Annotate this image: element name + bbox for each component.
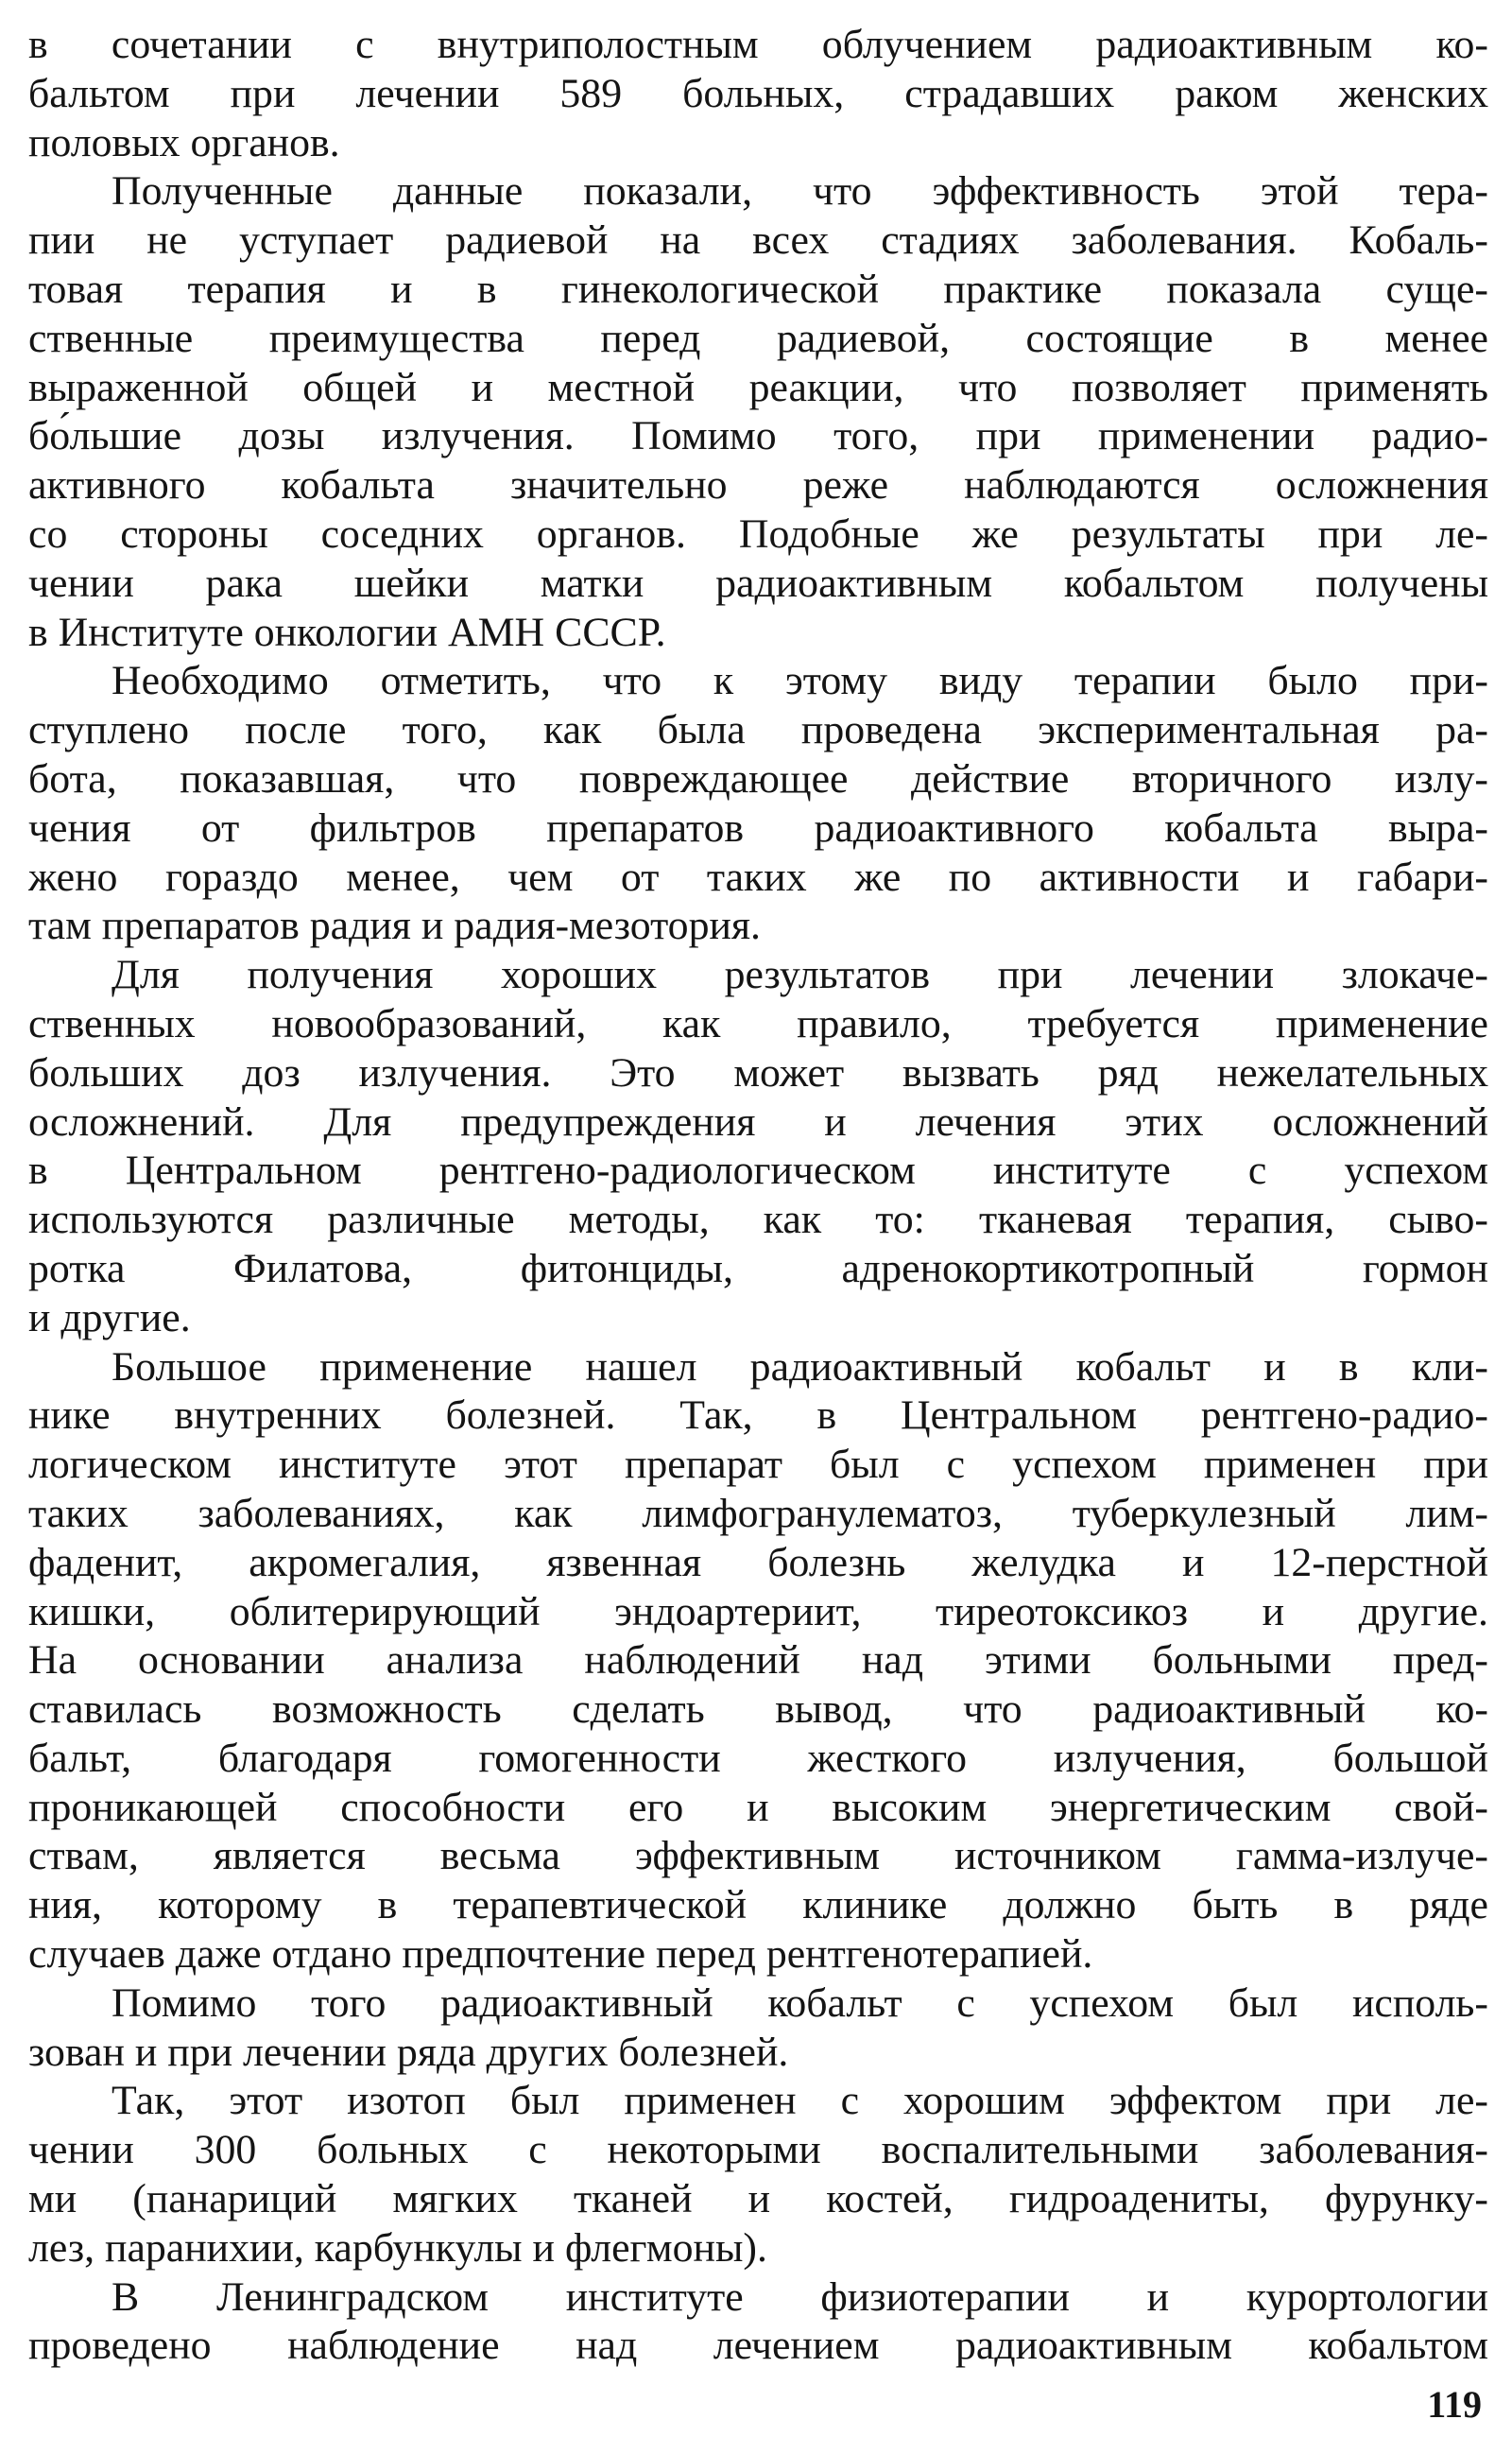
paragraph — [28, 2077, 1488, 2273]
text-line: половых органов. — [28, 119, 340, 165]
text-line: Помимо того радиоактивный кобальт с успехом был исполь- — [112, 1979, 1488, 2026]
text-line: ствам, является весьма эффективным источником гамма-излуче- — [28, 1833, 1488, 1879]
text-line: Необходимо отметить, что к этому виду терапии было при- — [112, 658, 1488, 704]
paragraph — [28, 951, 1488, 1342]
text-line: бальтом при лечении 589 больных, страдавших раком женских — [28, 70, 1488, 116]
text-line: проникающей способности его и высоким энергетическим свой- — [28, 1784, 1488, 1830]
page-number: 119 — [1427, 2383, 1482, 2426]
text-line: На основании анализа наблюдений над этими больными пред- — [28, 1637, 1488, 1684]
text-line: логическом институте этот препарат был с успехом применен при — [28, 1442, 1488, 1488]
book-page — [28, 21, 1488, 2422]
text-line: фаденит, акромегалия, язвенная болезнь желудка и 12-перстной — [28, 1539, 1488, 1585]
text-line: Большое применение нашел радиоактивный кобальт и в кли- — [112, 1343, 1488, 1390]
text-line: пии не уступает радиевой на всех стадиях заболевания. Кобаль- — [28, 217, 1488, 264]
text-line: осложнений. Для предупреждения и лечения этих осложнений — [28, 1098, 1488, 1145]
paragraph — [28, 21, 1488, 167]
text-line: больших доз излучения. Это может вызвать ряд нежелательных — [28, 1049, 1488, 1096]
text-line: ния, которому в терапевтической клинике должно быть в ряде — [28, 1882, 1488, 1928]
paragraph — [28, 657, 1488, 951]
text-line: товая терапия и в гинекологической практике показала суще- — [28, 266, 1488, 312]
text-line: зован и при лечении ряда других болезней. — [28, 2029, 789, 2075]
text-line: бота, показавшая, что повреждающее действие вторичного излу- — [28, 755, 1488, 802]
text-line: ми (панариций мягких тканей и костей, гидроадениты, фурунку- — [28, 2176, 1488, 2222]
paragraph — [28, 167, 1488, 657]
text-line: В Ленинградском институте физиотерапии и курортологии — [112, 2273, 1488, 2320]
text-line: жено гораздо менее, чем от таких же по активности и габари- — [28, 854, 1488, 900]
text-line: проведено наблюдение над лечением радиоактивным кобальтом — [28, 2323, 1488, 2369]
text-line: таких заболеваниях, как лимфогранулематоз, туберкулезный лим- — [28, 1490, 1488, 1536]
text-line: кишки, облитерирующий эндоартериит, тиреотоксикоз и другие. — [28, 1588, 1488, 1634]
paragraph — [28, 2273, 1488, 2372]
text-line: лез, паранихии, карбункулы и флегмоны). — [28, 2224, 767, 2271]
text-line: чения от фильтров препаратов радиоактивного кобальта выра- — [28, 804, 1488, 851]
text-line: Для получения хороших результатов при лечении злокаче- — [112, 952, 1488, 998]
text-line: нике внутренних болезней. Так, в Центральном рентгено-радио- — [28, 1392, 1488, 1439]
text-line: чении рака шейки матки радиоактивным кобальтом получены — [28, 560, 1488, 606]
text-line: ственных новообразований, как правило, требуется применение — [28, 1000, 1488, 1046]
text-line: активного кобальта значительно реже наблюдаются осложнения — [28, 462, 1488, 509]
text-line: бо́льшие дозы излучения. Помимо того, при применении радио- — [28, 413, 1488, 459]
paragraph — [28, 1979, 1488, 2078]
text-line: случаев даже отдано предпочтение перед рентгенотерапией. — [28, 1931, 1093, 1978]
text-line: там препаратов радия и радия-мезотория. — [28, 903, 761, 949]
text-line: и другие. — [28, 1294, 191, 1340]
text-line: со стороны соседних органов. Подобные же результаты при ле- — [28, 510, 1488, 557]
text-line: бальт, благодаря гомогенности жесткого излучения, большой — [28, 1735, 1488, 1781]
text-line: ротка Филатова, фитонциды, адренокортикотропный гормон — [28, 1245, 1488, 1291]
text-line: в Центральном рентгено-радиологическом институте с успехом — [28, 1148, 1488, 1194]
text-line: Полученные данные показали, что эффективность этой тера- — [112, 168, 1488, 215]
text-line: ступлено после того, как была проведена экспериментальная ра- — [28, 707, 1488, 753]
text-line: чении 300 больных с некоторыми воспалительными заболевания- — [28, 2127, 1488, 2173]
text-line: ставилась возможность сделать вывод, что радиоактивный ко- — [28, 1686, 1488, 1733]
paragraph — [28, 1343, 1488, 1979]
text-line: используются различные методы, как то: тканевая терапия, сыво- — [28, 1197, 1488, 1243]
text-line: ственные преимущества перед радиевой, состоящие в менее — [28, 315, 1488, 361]
text-line: Так, этот изотоп был применен с хорошим эффектом при ле- — [112, 2078, 1488, 2124]
text-line: в сочетании с внутриполостным облучением радиоактивным ко- — [28, 22, 1488, 67]
text-line: выраженной общей и местной реакции, что позволяет применять — [28, 364, 1488, 410]
text-line: в Институте онкологии АМН СССР. — [28, 609, 666, 655]
